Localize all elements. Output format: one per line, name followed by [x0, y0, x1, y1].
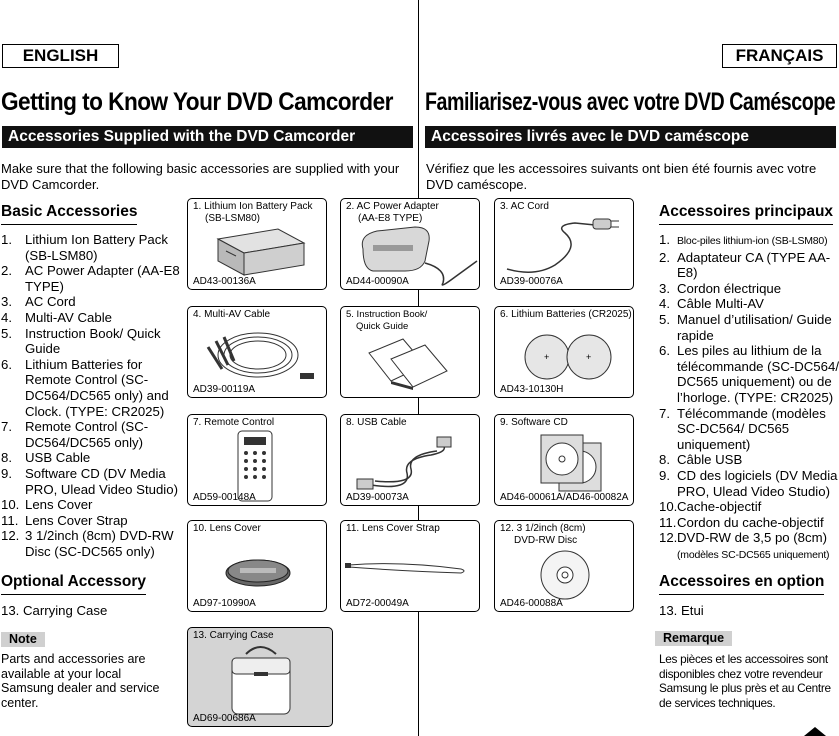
accessory-box-instruction-book: [340, 306, 480, 398]
part-number: AD39-00073A: [346, 492, 409, 503]
box-caption: 6. Lithium Batteries (CR2025): [500, 309, 632, 320]
list-item: [1, 450, 181, 466]
item-text: Cordon du cache-objectif: [677, 514, 824, 530]
accessory-box-dvd-rw-disc: [494, 520, 634, 612]
list-item: [659, 312, 839, 343]
optional-item-french: 13. Etui: [659, 603, 704, 618]
part-number: AD43-10130H: [500, 384, 564, 395]
item-text: Manuel d’utilisation/ Guide rapide: [677, 311, 832, 343]
item-number: 1.: [659, 232, 670, 247]
item-number: 5.: [1, 325, 12, 341]
item-number: 7.: [1, 419, 12, 435]
list-item: [1, 513, 181, 529]
item-text: AC Power Adapter (AA-E8 TYPE): [25, 263, 180, 294]
item-number: 12.: [659, 530, 678, 546]
item-text: Instruction Book/ Quick Guide: [25, 325, 161, 357]
list-item: [659, 232, 839, 250]
basic-accessories-list-french: [659, 232, 839, 563]
list-item: [659, 250, 839, 281]
intro-text-french: Vérifiez que les accessoires suivants ont bien été fournis avec votre DVD caméscope.: [426, 161, 817, 192]
accessoires-principaux-heading: Accessoires principaux: [659, 203, 833, 225]
item-text: Les piles au lithium de la télécommande (SC-DC564/ DC565 uniquement) ou de l’horloge. (TYPE: CR2025): [677, 343, 839, 405]
item-text: Multi-AV Cable: [25, 309, 112, 325]
box-caption: 13. Carrying Case: [193, 630, 274, 641]
list-item: [1, 466, 181, 497]
section-bar-english: Accessories Supplied with the DVD Camcorder: [2, 126, 413, 148]
basic-accessories-list-english: [1, 232, 181, 559]
item-text: Télécommande (modèles SC-DC564/ DC565 uniquement): [677, 405, 826, 452]
part-number: AD44-00090A: [346, 276, 409, 287]
box-caption: 8. USB Cable: [346, 417, 407, 428]
intro-text-english: Make sure that the following basic accessories are supplied with your DVD Camcorder.: [1, 161, 400, 192]
item-number: 10.: [1, 497, 20, 513]
list-item: [1, 528, 181, 559]
list-item: [1, 310, 181, 326]
page-title-french: Familiarisez-vous avec votre DVD Caméscope: [425, 88, 836, 116]
item-text: 3 1/2inch (8cm) DVD-RW Disc (SC-DC565 only): [25, 528, 174, 559]
item-number: 8.: [1, 450, 12, 466]
item-number: 2.: [659, 249, 670, 265]
item-number: 3.: [659, 280, 670, 296]
note-text-english: Parts and accessories are available at your local Samsung dealer and service center.: [1, 652, 160, 710]
part-number: AD69-00686A: [193, 713, 256, 724]
item-number: 4.: [1, 309, 12, 325]
item-number: 4.: [659, 296, 670, 312]
accessory-box-carrying-case: [187, 627, 333, 727]
item-text: Adaptateur CA (TYPE AA-E8): [677, 249, 831, 281]
accessory-box-software-cd: [494, 414, 634, 506]
box-caption: 11. Lens Cover Strap: [346, 523, 440, 534]
part-number: AD97-10990A: [193, 598, 256, 609]
accessory-box-lens-cover-strap: [340, 520, 480, 612]
box-caption: 5. Instruction Book/ Quick Guide: [346, 309, 428, 332]
item-text: DVD-RW de 3,5 po (8cm): [677, 530, 827, 546]
item-number: 12.: [1, 528, 20, 544]
item-text: AC Cord: [25, 294, 76, 310]
svg-text:+: +: [544, 352, 550, 362]
accessory-box-lithium-batteries: [494, 306, 634, 398]
list-item: [659, 452, 839, 468]
box-caption: 7. Remote Control: [193, 417, 275, 428]
item-text: Lens Cover: [25, 497, 93, 513]
item-text: Lithium Batteries for Remote Control (SC-DC564/DC565 only) and Clock. (TYPE: CR2025): [25, 356, 169, 419]
page-title-english: Getting to Know Your DVD Camcorder: [1, 88, 393, 116]
list-item: [659, 343, 839, 405]
remarque-label: Remarque: [655, 631, 732, 646]
list-item: [659, 499, 839, 515]
part-number: AD43-00136A: [193, 276, 256, 287]
list-item: [1, 263, 181, 294]
item-text: CD des logiciels (DV Media PRO, Ulead Video Studio): [677, 467, 838, 499]
item-text: USB Cable: [25, 450, 91, 466]
language-label-english: ENGLISH: [2, 44, 119, 68]
item-text: Cache-objectif: [677, 499, 762, 515]
list-item: [659, 406, 839, 453]
accessoires-option-heading: Accessoires en option: [659, 573, 824, 595]
note-text-french: Les pièces et les accessoires sont disponibles chez votre revendeur Samsung le plus près et au Centre de services techniques.: [659, 652, 831, 710]
part-number: AD59-00148A: [193, 492, 256, 503]
list-item: [659, 296, 839, 312]
part-number: AD46-00088A: [500, 598, 563, 609]
basic-accessories-heading: Basic Accessories: [1, 203, 137, 225]
section-bar-french: Accessoires livrés avec le DVD caméscope: [425, 126, 836, 148]
item-text: Remote Control (SC-DC564/DC565 only): [25, 419, 149, 450]
item-number: 9.: [659, 467, 670, 483]
part-number: AD39-00119A: [193, 384, 256, 395]
item-text: Câble Multi-AV: [677, 296, 764, 312]
item-number: 6.: [1, 356, 12, 372]
item-number: 6.: [659, 343, 670, 359]
accessory-box-battery: [187, 198, 327, 290]
box-caption: 10. Lens Cover: [193, 523, 261, 534]
part-number: AD72-00049A: [346, 598, 409, 609]
item-text: Câble USB: [677, 452, 743, 468]
box-caption: 4. Multi-AV Cable: [193, 309, 271, 320]
list-item: [1, 419, 181, 450]
item-number: 5.: [659, 311, 670, 327]
optional-accessory-heading: Optional Accessory: [1, 573, 146, 595]
item-text: Lens Cover Strap: [25, 512, 128, 528]
accessory-box-ac-cord: [494, 198, 634, 290]
accessory-box-ac-adapter: [340, 198, 480, 290]
item-number: 1.: [1, 232, 12, 247]
accessory-box-multi-av-cable: [187, 306, 327, 398]
item-text: Software CD (DV Media PRO, Ulead Video Studio): [25, 465, 178, 497]
list-item: [1, 232, 181, 263]
item-number: 9.: [1, 465, 12, 481]
accessory-box-lens-cover: [187, 520, 327, 612]
box-caption: 1. Lithium Ion Battery Pack (SB-LSM80): [193, 201, 313, 224]
optional-item-english: 13. Carrying Case: [1, 603, 108, 618]
accessory-box-usb-cable: [340, 414, 480, 506]
item-number: 8.: [659, 452, 670, 468]
box-caption: 2. AC Power Adapter (AA-E8 TYPE): [346, 201, 439, 224]
list-item: [1, 326, 181, 357]
part-number: AD46-00061A/AD46-00082A: [500, 492, 629, 503]
list-item: [1, 357, 181, 419]
next-page-icon[interactable]: [804, 727, 826, 736]
list-item: [659, 515, 839, 531]
accessory-box-remote-control: [187, 414, 327, 506]
list-item: [659, 530, 839, 563]
note-label: Note: [1, 632, 45, 647]
item-number: 2.: [1, 263, 12, 279]
item-number: 7.: [659, 405, 670, 421]
part-number: AD39-00076A: [500, 276, 563, 287]
item-note: (modèles SC-DC565 uniquement): [677, 548, 830, 561]
list-item: [1, 497, 181, 513]
item-text: Lithium Ion Battery Pack (SB-LSM80): [25, 232, 168, 263]
box-caption: 3. AC Cord: [500, 201, 549, 212]
box-caption: 12. 3 1/2inch (8cm) DVD-RW Disc: [500, 523, 586, 546]
item-number: 10.: [659, 499, 678, 515]
box-caption: 9. Software CD: [500, 417, 568, 428]
item-text: Cordon électrique: [677, 280, 782, 296]
list-item: [659, 468, 839, 499]
list-item: [1, 294, 181, 310]
item-number: 3.: [1, 294, 12, 310]
svg-text:+: +: [586, 352, 592, 362]
list-item: [659, 281, 839, 297]
item-text: Bloc-piles lithium-ion (SB-LSM80): [677, 235, 828, 247]
item-number: 11.: [659, 514, 677, 530]
language-label-french: FRANÇAIS: [722, 44, 837, 68]
item-number: 11.: [1, 512, 19, 528]
